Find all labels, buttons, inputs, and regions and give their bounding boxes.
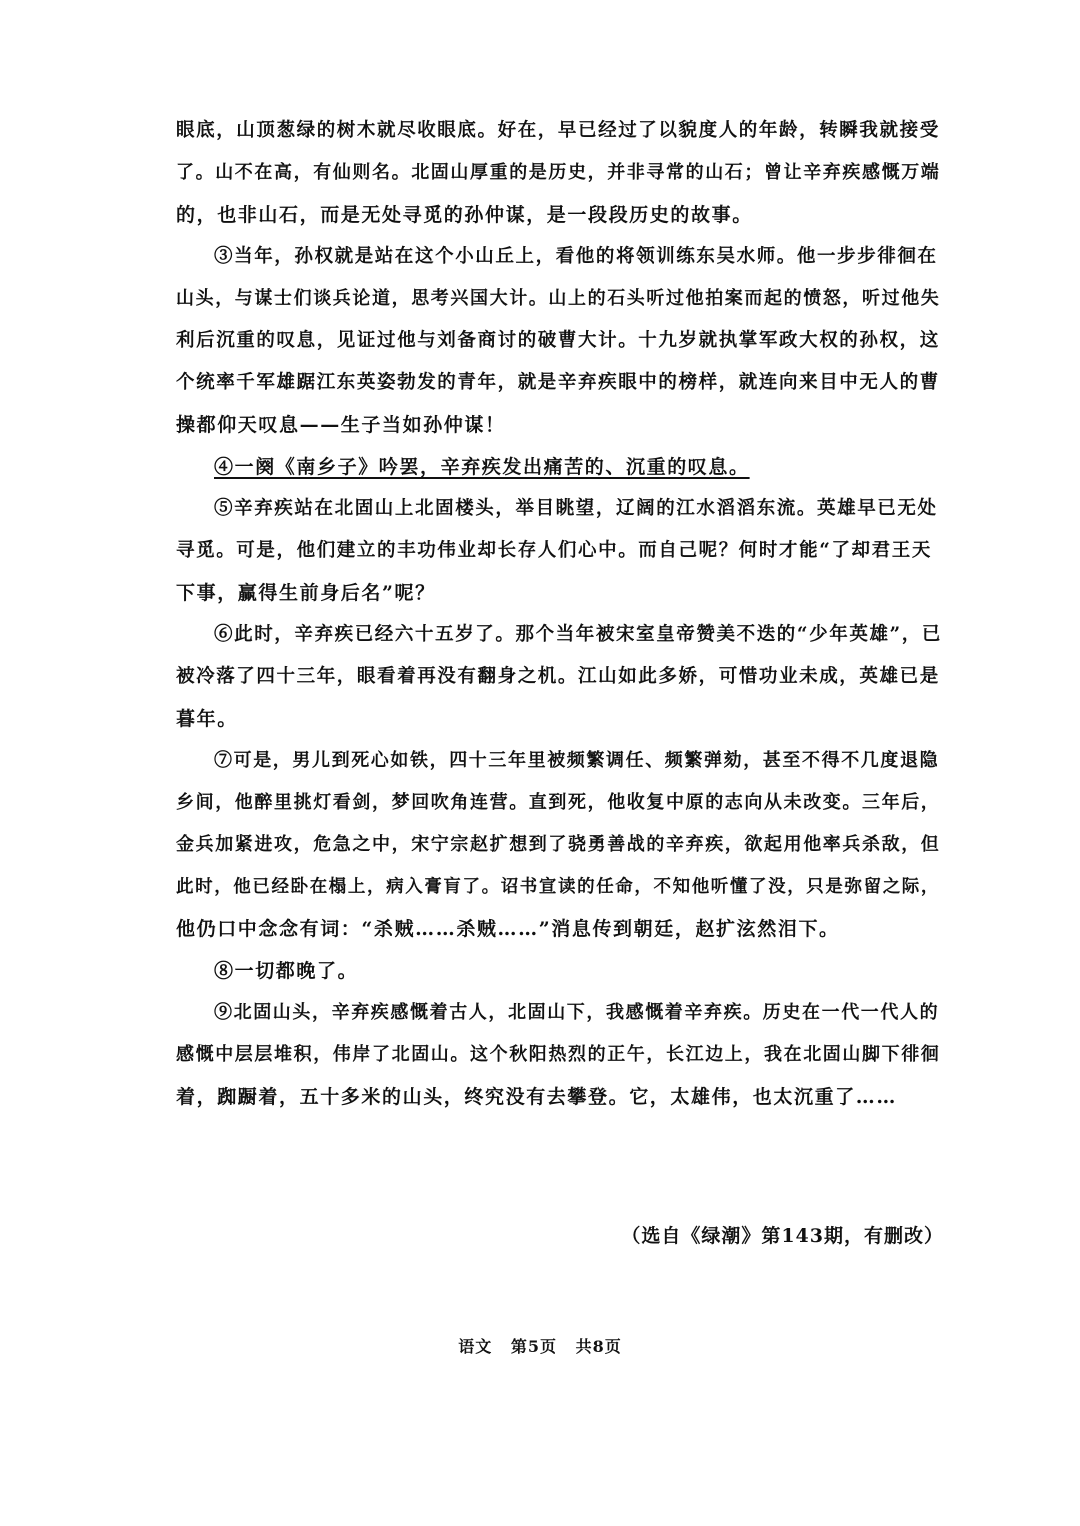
passage-line: 此时，他已经卧在榻上，病入膏肓了。诏书宣读的任命，不知他听懂了没，只是弥留之际，: [176, 877, 940, 897]
passage-line: 着，踟蹰着，五十多米的山头，终究没有去攀登。它，太雄伟，也太沉重了……: [176, 1086, 898, 1108]
paragraph-3-line: ③当年，孙权就是站在这个小山丘上，看他的将领训练东吴水师。他一步步徘徊在: [214, 246, 938, 267]
passage-line: 金兵加紧进攻，危急之中，宋宁宗赵扩想到了骁勇善战的辛弃疾，欲起用他率兵杀敌，但: [176, 834, 941, 855]
passage-line: 的，也非山石，而是无处寻觅的孙仲谋，是一段段历史的故事。: [176, 204, 753, 226]
passage-line: 了。山不在高，有仙则名。北固山厚重的是历史，并非寻常的山石；曾让辛弃疾感慨万端: [176, 162, 941, 183]
footer-page-number: 第5页: [510, 1337, 557, 1356]
paragraph-8-line: ⑧一切都晚了。: [214, 960, 359, 982]
passage-line: 利后沉重的叹息，见证过他与刘备商讨的破曹大计。十九岁就执掌军政大权的孙权，这: [176, 330, 940, 351]
paragraph-4-underlined: ④一阕《南乡子》吟罢，辛弃疾发出痛苦的、沉重的叹息。: [214, 456, 750, 478]
passage-line: 下事，赢得生前身后名”呢？: [176, 582, 436, 604]
passage-line: 个统率千军雄踞江东英姿勃发的青年，就是辛弃疾眼中的榜样，就连向来目中无人的曹: [176, 372, 940, 393]
footer-total-pages: 共8页: [575, 1337, 622, 1356]
passage-line: 山头，与谋士们谈兵论道，思考兴国大计。山上的石头听过他拍案而起的愤怒，听过他失: [176, 288, 941, 309]
paragraph-9-line: ⑨北固山头，辛弃疾感慨着古人，北固山下，我感慨着辛弃疾。历史在一代一代人的: [214, 1002, 940, 1023]
passage-body: [176, 110, 946, 1118]
paragraph-7-line: ⑦可是，男儿到死心如铁，四十三年里被频繁调任、频繁弹劾，甚至不得不几度退隐: [214, 750, 940, 771]
paragraph-5-line: ⑤辛弃疾站在北固山上北固楼头，举目眺望，辽阔的江水滔滔东流。英雄早已无处: [214, 498, 938, 519]
passage-line: 他仍口中念念有词：“杀贼……杀贼……”消息传到朝廷，赵扩泫然泪下。: [176, 918, 840, 940]
passage-line: 感慨中层层堆积，伟岸了北固山。这个秋阳热烈的正午，长江边上，我在北固山脚下徘徊: [176, 1044, 941, 1065]
footer-subject: 语文: [458, 1337, 493, 1356]
page-footer: [0, 1334, 1080, 1360]
passage-line: 乡间，他醉里挑灯看剑，梦回吹角连营。直到死，他收复中原的志向从未改变。三年后，: [176, 792, 941, 813]
passage-line: 眼底，山顶葱绿的树木就尽收眼底。好在，早已经过了以貌度人的年龄，转瞬我就接受: [176, 120, 940, 141]
source-citation: （选自《绿潮》第143期，有删改）: [621, 1225, 944, 1247]
passage-line: 暮年。: [176, 708, 238, 730]
paragraph-6-line: ⑥此时，辛弃疾已经六十五岁了。那个当年被宋室皇帝赞美不迭的“少年英雄”，已: [214, 624, 942, 645]
passage-line: 操都仰天叹息——生子当如孙仲谋！: [176, 414, 506, 436]
passage-line: 寻觅。可是，他们建立的丰功伟业却长存人们心中。而自己呢？何时才能“了却君王天: [176, 540, 932, 561]
passage-line: 被冷落了四十三年，眼看着再没有翻身之机。江山如此多娇，可惜功业未成，英雄已是: [176, 666, 940, 687]
